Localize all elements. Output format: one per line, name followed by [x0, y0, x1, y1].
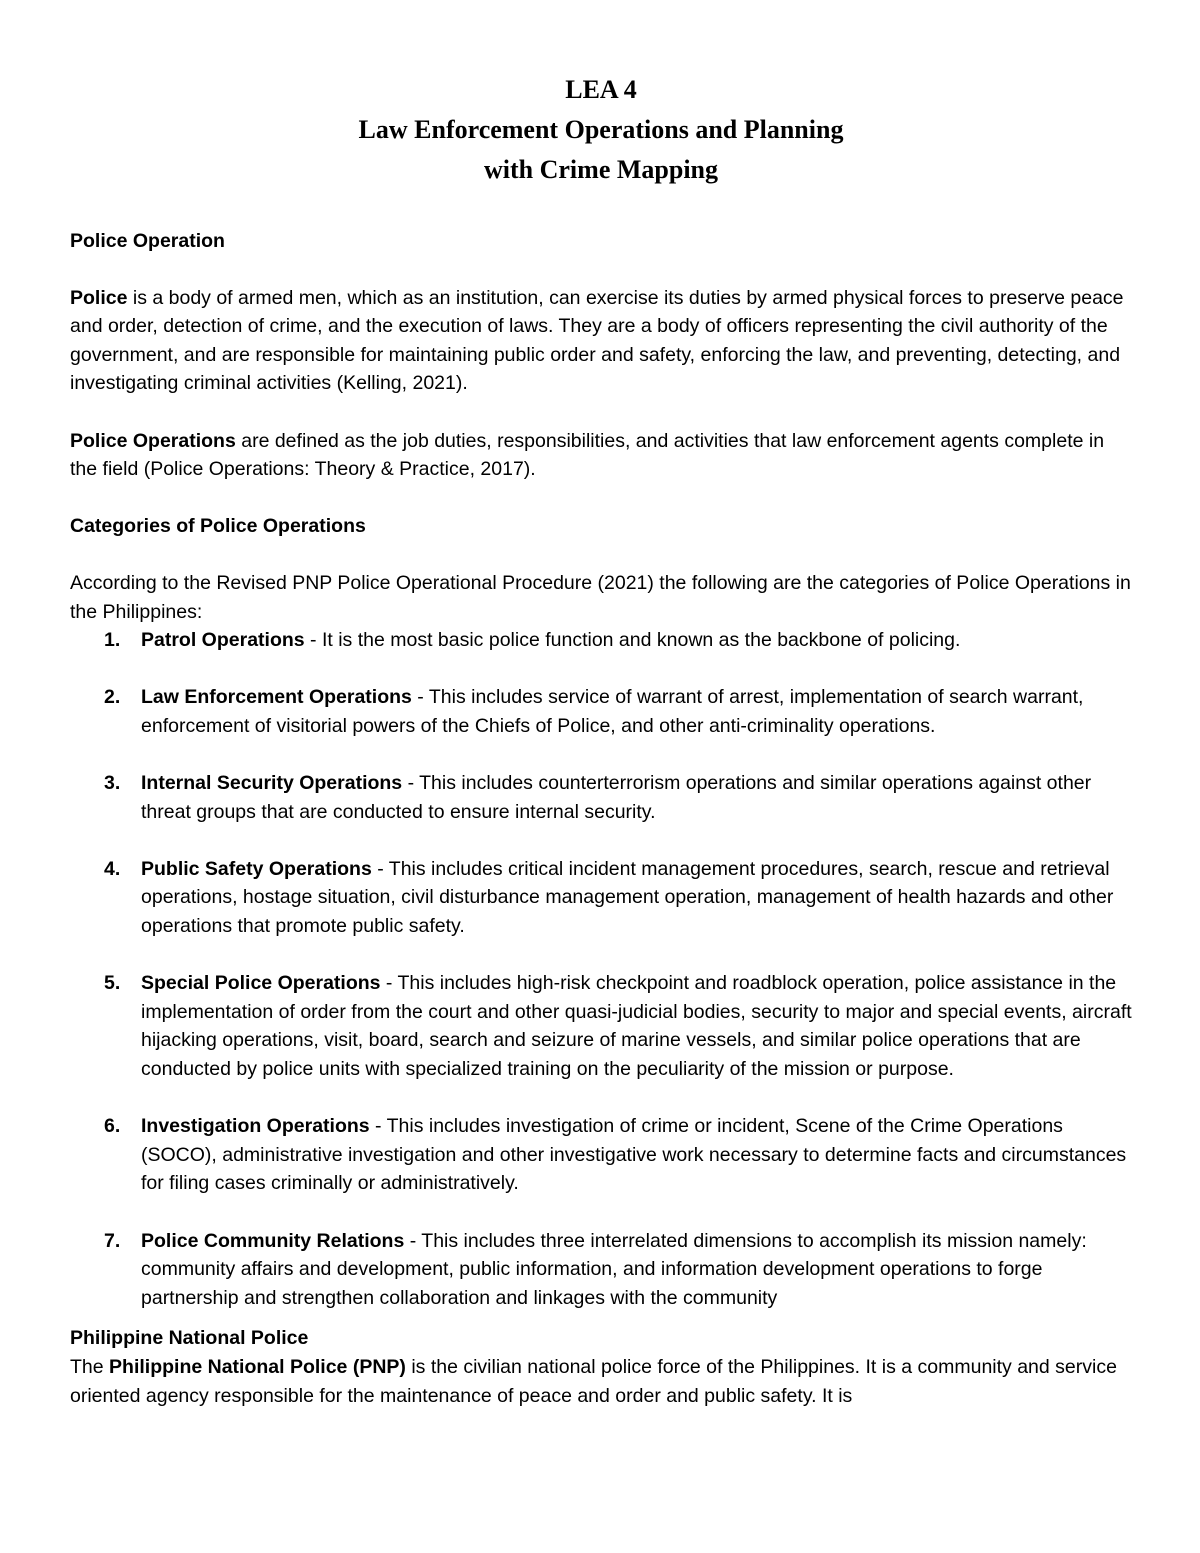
list-item — [70, 769, 1132, 826]
list-item-text: - This includes counterterrorism operations and similar operations against other threat groups that are conducted to ensure internal security. — [141, 772, 1092, 823]
list-item-number: 7. — [104, 1229, 121, 1252]
paragraph-categories-intro: According to the Revised PNP Police Operational Procedure (2021) the following are the categories of Police Operations in the Philippines: — [70, 571, 1131, 623]
pnp-lead-text: The — [70, 1355, 110, 1378]
list-item-number: 3. — [104, 772, 121, 795]
list-item-term: Special Police Operations — [141, 972, 381, 995]
title-course-code: LEA 4 — [565, 75, 637, 104]
list-item-text: - This includes service of warrant of arrest, implementation of search warrant, enforcement of visitorial powers of the Chiefs of Police, and other anti-criminality operations. — [141, 686, 1084, 737]
pnp-definition-text: is the civilian national police force of the Philippines. It is a community and service oriented agency responsible for the maintenance of peace and order and public safety. It is — [70, 1355, 1117, 1407]
document-page — [70, 70, 1132, 1410]
paragraph-pnp-definition — [70, 1353, 1132, 1410]
list-item-number: 4. — [104, 857, 121, 880]
list-item-number: 6. — [104, 1115, 121, 1138]
operations-definition-text: are defined as the job duties, responsibilities, and activities that law enforcement agents complete in the field (Police Operations: Theory & Practice, 2017). — [70, 429, 1105, 481]
heading-philippine-national-police: Philippine National Police — [70, 1327, 309, 1350]
list-item — [70, 683, 1132, 740]
heading-categories: Categories of Police Operations — [70, 515, 366, 538]
list-item — [70, 969, 1132, 1083]
term-pnp: Philippine National Police (PNP) — [109, 1355, 406, 1378]
list-item-text: - This includes critical incident management procedures, search, rescue and retrieval operations, hostage situation, civil disturbance management operation, management of health hazards and other operations that promote public safety. — [141, 857, 1114, 938]
list-item-term: Public Safety Operations — [141, 857, 372, 880]
list-item-term: Internal Security Operations — [141, 772, 403, 795]
police-definition-text: is a body of armed men, which as an institution, can exercise its duties by armed physical forces to preserve peace and order, detection of crime, and the execution of laws. They are a body of officers representing the civil authority of the government, and are responsible for maintaining public order and safety, enforcing the law, and preventing, detecting, and investigating criminal activities (Kelling, 2021). — [70, 286, 1124, 395]
paragraph-police-definition — [70, 284, 1132, 398]
list-item — [70, 1227, 1132, 1313]
list-item-number: 1. — [104, 629, 121, 652]
term-police-operations: Police Operations — [70, 429, 236, 452]
list-item-number: 2. — [104, 686, 121, 709]
paragraph-operations-definition — [70, 427, 1132, 484]
title-course-subtitle: with Crime Mapping — [484, 155, 718, 184]
term-police: Police — [70, 286, 128, 309]
list-item-term: Law Enforcement Operations — [141, 686, 412, 709]
document-title — [70, 70, 1132, 190]
list-item — [70, 855, 1132, 941]
list-item-text: - It is the most basic police function and known as the backbone of policing. — [304, 629, 961, 652]
list-item-number: 5. — [104, 972, 121, 995]
list-item — [70, 1112, 1132, 1198]
list-item-term: Police Community Relations — [141, 1229, 405, 1252]
list-item-text: - This includes high-risk checkpoint and roadblock operation, police assistance in the implementation of order from the court and other quasi-judicial bodies, security to major and special events, aircraft hijacking operations, visit, board, search and seizure of marine vessels, and similar police operations that are conducted by police units with specialized training on the peculiarity of the mission or purpose. — [141, 972, 1132, 1081]
heading-police-operation: Police Operation — [70, 230, 225, 252]
list-item-term: Patrol Operations — [141, 629, 305, 652]
categories-list — [70, 626, 1132, 1312]
list-item — [70, 626, 1132, 655]
list-item-text: - This includes investigation of crime or incident, Scene of the Crime Operations (SOCO), administrative investigation and other investigative work necessary to determine facts and circumstances for filing cases criminally or administratively. — [141, 1115, 1127, 1195]
title-course-name: Law Enforcement Operations and Planning — [358, 115, 844, 144]
list-item-term: Investigation Operations — [141, 1115, 370, 1138]
list-item-text: - This includes three interrelated dimensions to accomplish its mission namely: community affairs and development, public information, and information development operations to forge partnership and strengthen collaboration and linkages with the community — [141, 1229, 1087, 1309]
